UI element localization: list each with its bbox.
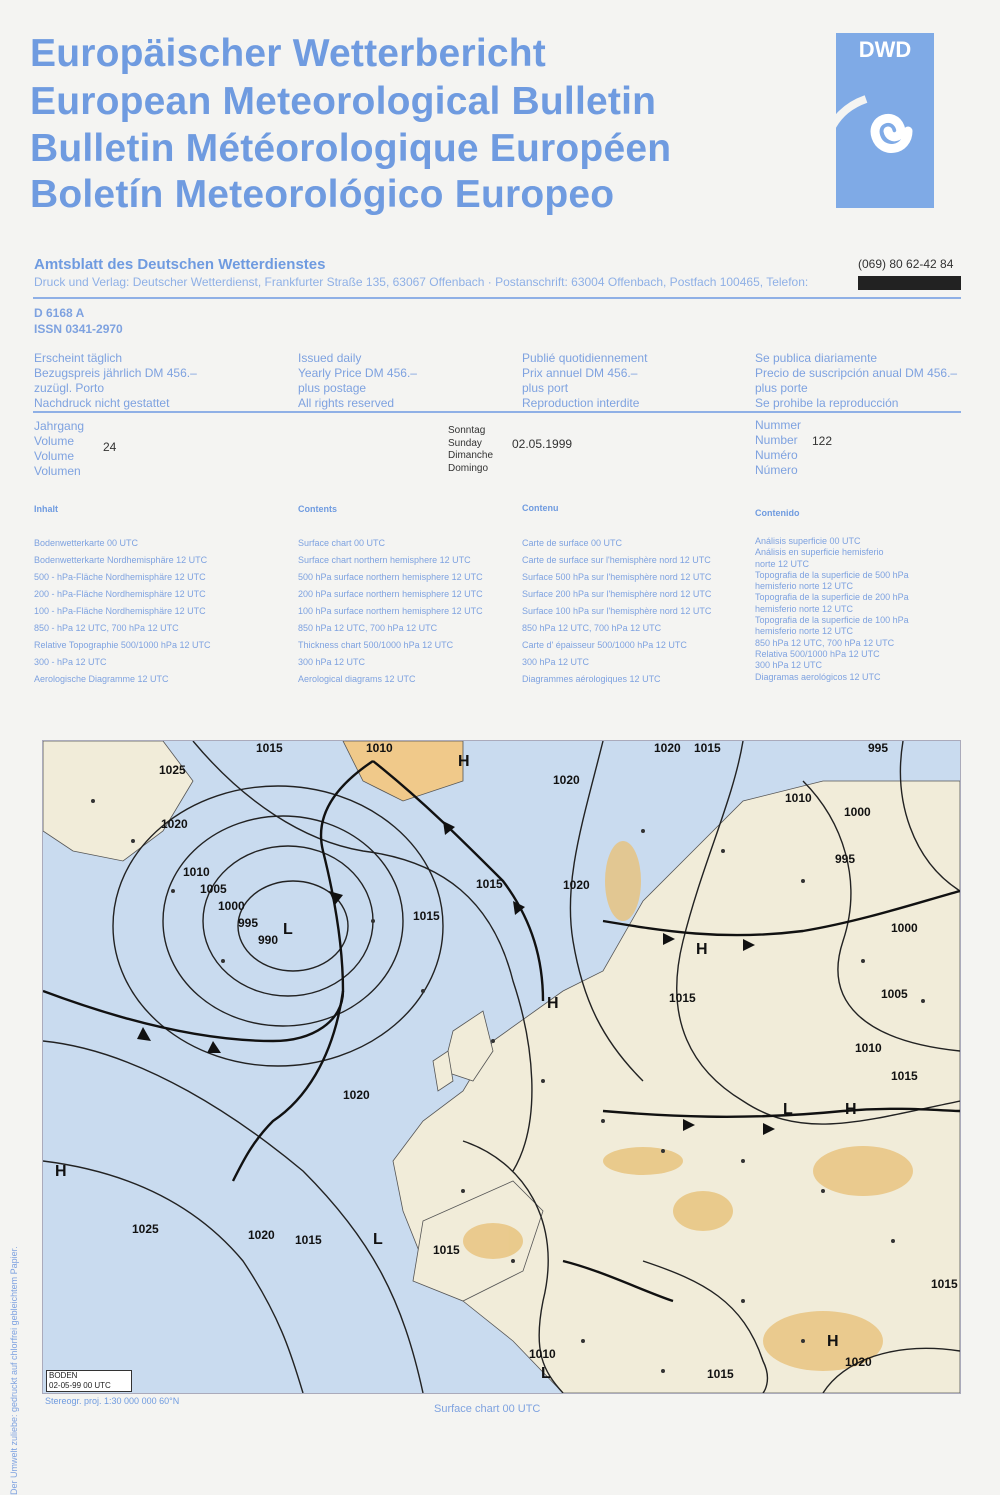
notice-fr: Publié quotidiennement Prix annuel DM 456.– plus port Reproduction interdite	[522, 351, 648, 410]
low-center: L	[373, 1231, 383, 1248]
pressure-label: 1020	[343, 1088, 370, 1102]
pressure-label: 1005	[881, 987, 908, 1001]
title-fr: Bulletin Météorologique Européen	[30, 127, 672, 170]
pressure-label: 1020	[553, 773, 580, 787]
title-es: Boletín Meteorológico Europeo	[30, 173, 615, 216]
high-center: H	[827, 1333, 839, 1350]
high-center: H	[696, 941, 708, 958]
pressure-label: 1010	[855, 1041, 882, 1055]
pressure-label: 1010	[366, 741, 393, 755]
pressure-label: 1020	[845, 1355, 872, 1369]
pressure-label: 1015	[433, 1243, 460, 1257]
d-code: D 6168 A	[34, 306, 85, 320]
pressure-label: 1015	[891, 1069, 918, 1083]
high-center: H	[458, 753, 470, 770]
contents-heading-fr: Contenu	[522, 503, 559, 513]
contents-heading-es: Contenido	[755, 508, 800, 518]
pressure-label: 1005	[200, 882, 227, 896]
map-caption: Surface chart 00 UTC	[434, 1403, 541, 1415]
pressure-label: 1020	[248, 1228, 275, 1242]
projection-note: Stereogr. proj. 1:30 000 000 60°N	[45, 1396, 180, 1406]
pressure-label: 1010	[529, 1347, 556, 1361]
pressure-label: 1015	[476, 877, 503, 891]
volume-value: 24	[103, 440, 117, 454]
contents-list-de: Bodenwetterkarte 00 UTC Bodenwetterkarte Nordhemisphäre 12 UTC 500 - hPa-Fläche Nordhemisphäre 12 UTC 200 - hPa-Fläche Nordhemisphäre 12 UTC 100 - hPa-Fläche Nordhemisphäre 12 UTC 850 - hPa 12 UTC, 700 hPa 12 UTC Relative Topographie 500/1000 hPa 12 UTC 300 - hPa 12 UTC Aerologische Diagramme 12 UTC	[34, 538, 211, 684]
issue-date: 02.05.1999	[512, 437, 573, 451]
chart-id-box: BODEN 02-05-99 00 UTC	[46, 1370, 132, 1392]
pressure-label: 1000	[844, 805, 871, 819]
recycling-note: Der Umwelt zuliebe: gedruckt auf chlorfrei gebleichtem Papier.	[9, 1246, 19, 1495]
publisher-title: Amtsblatt des Deutschen Wetterdienstes	[34, 256, 326, 273]
issn-code: ISSN 0341-2970	[34, 322, 123, 336]
pressure-label: 995	[868, 741, 889, 755]
publisher-address: Druck und Verlag: Deutscher Wetterdienst, Frankfurter Straße 135, 63067 Offenbach · Postanschrift: 63004 Offenbach, Postfach 100465, Telefon:	[34, 275, 809, 289]
pressure-label: 1015	[295, 1233, 322, 1247]
contents-list-en: Surface chart 00 UTC Surface chart northern hemisphere 12 UTC 500 hPa surface northern hemisphere 12 UTC 200 hPa surface northern hemisphere 12 UTC 100 hPa surface northern hemisphere 12 UTC 850 hPa 12 UTC, 700 hPa 12 UTC Thickness chart 500/1000 hPa 12 UTC 300 hPa 12 UTC Aerological diagrams 12 UTC	[298, 538, 483, 684]
volume-labels: Jahrgang Volume Volume Volumen	[34, 419, 85, 478]
dwd-swirl-logo-icon	[836, 33, 934, 208]
dwd-logo	[836, 33, 934, 208]
pressure-label: 1000	[218, 899, 245, 913]
day-labels: Sonntag Sunday Dimanche Domingo	[448, 425, 494, 474]
divider	[33, 411, 961, 413]
title-de: Europäischer Wetterbericht	[30, 32, 546, 75]
low-center: L	[283, 921, 293, 938]
pressure-label: 990	[258, 933, 279, 947]
divider	[33, 297, 961, 299]
notice-es: Se publica diariamente Precio de suscripción anual DM 456.– plus porte Se prohibe la reproducción	[755, 351, 958, 410]
pressure-label: 1020	[563, 878, 590, 892]
pressure-label: 995	[238, 916, 259, 930]
contents-heading-de: Inhalt	[34, 504, 58, 514]
low-center: L	[783, 1101, 793, 1118]
pressure-label: 1015	[931, 1277, 958, 1291]
pressure-label: 1025	[159, 763, 186, 777]
surface-weather-map	[42, 740, 961, 1394]
logo-text: DWD	[858, 37, 912, 62]
high-center: H	[55, 1163, 67, 1180]
pressure-label: 1015	[413, 909, 440, 923]
high-center: H	[845, 1101, 857, 1118]
land-masses	[43, 741, 960, 1393]
pressure-label: 1020	[654, 741, 681, 755]
number-labels: Nummer Number Numéro Número	[755, 418, 802, 477]
pressure-label: 1015	[669, 991, 696, 1005]
contents-list-es: Análisis superficie 00 UTC Análisis en superficie hemisferio norte 12 UTC Topografia de la superficie de 500 hPa hemisferio norte 12 UTC Topografia de la superficie de 200 hPa hemisferio norte 12 UTC Topografia de la superficie de 100 hPa hemisferio norte 12 UTC 850 hPa 12 UTC, 700 hPa 12 UTC Relativa 500/1000 hPa 12 UTC 300 hPa 12 UTC Diagramas aerológicos 12 UTC	[755, 536, 909, 682]
map-drawing	[43, 741, 960, 1393]
redaction-bar	[858, 276, 961, 290]
publisher-phone: (069) 80 62-42 84	[858, 257, 954, 271]
pressure-label: 995	[835, 852, 856, 866]
issue-number: 122	[812, 434, 833, 448]
high-center: H	[547, 995, 559, 1012]
notice-en: Issued daily Yearly Price DM 456.– plus postage All rights reserved	[298, 351, 417, 410]
title-en: European Meteorological Bulletin	[30, 80, 657, 123]
pressure-label: 1015	[707, 1367, 734, 1381]
notice-de: Erscheint täglich Bezugspreis jährlich DM 456.– zuzügl. Porto Nachdruck nicht gestattet	[34, 351, 197, 410]
contents-heading-en: Contents	[298, 504, 337, 514]
pressure-label: 1020	[161, 817, 188, 831]
contents-list-fr: Carte de surface 00 UTC Carte de surface sur l'hemisphère nord 12 UTC Surface 500 hPa sur l'hemisphère nord 12 UTC Surface 200 hPa sur l'hemisphère nord 12 UTC Surface 100 hPa sur l'hemisphère nord 12 UTC 850 hPa 12 UTC, 700 hPa 12 UTC Carte d' épaisseur 500/1000 hPa 12 UTC 300 hPa 12 UTC Diagrammes aérologiques 12 UTC	[522, 538, 712, 684]
pressure-label: 1010	[785, 791, 812, 805]
pressure-label: 1015	[694, 741, 721, 755]
pressure-label: 1000	[891, 921, 918, 935]
pressure-label: 1025	[132, 1222, 159, 1236]
low-center: L	[541, 1365, 551, 1382]
pressure-label: 1010	[183, 865, 210, 879]
pressure-label: 1015	[256, 741, 283, 755]
